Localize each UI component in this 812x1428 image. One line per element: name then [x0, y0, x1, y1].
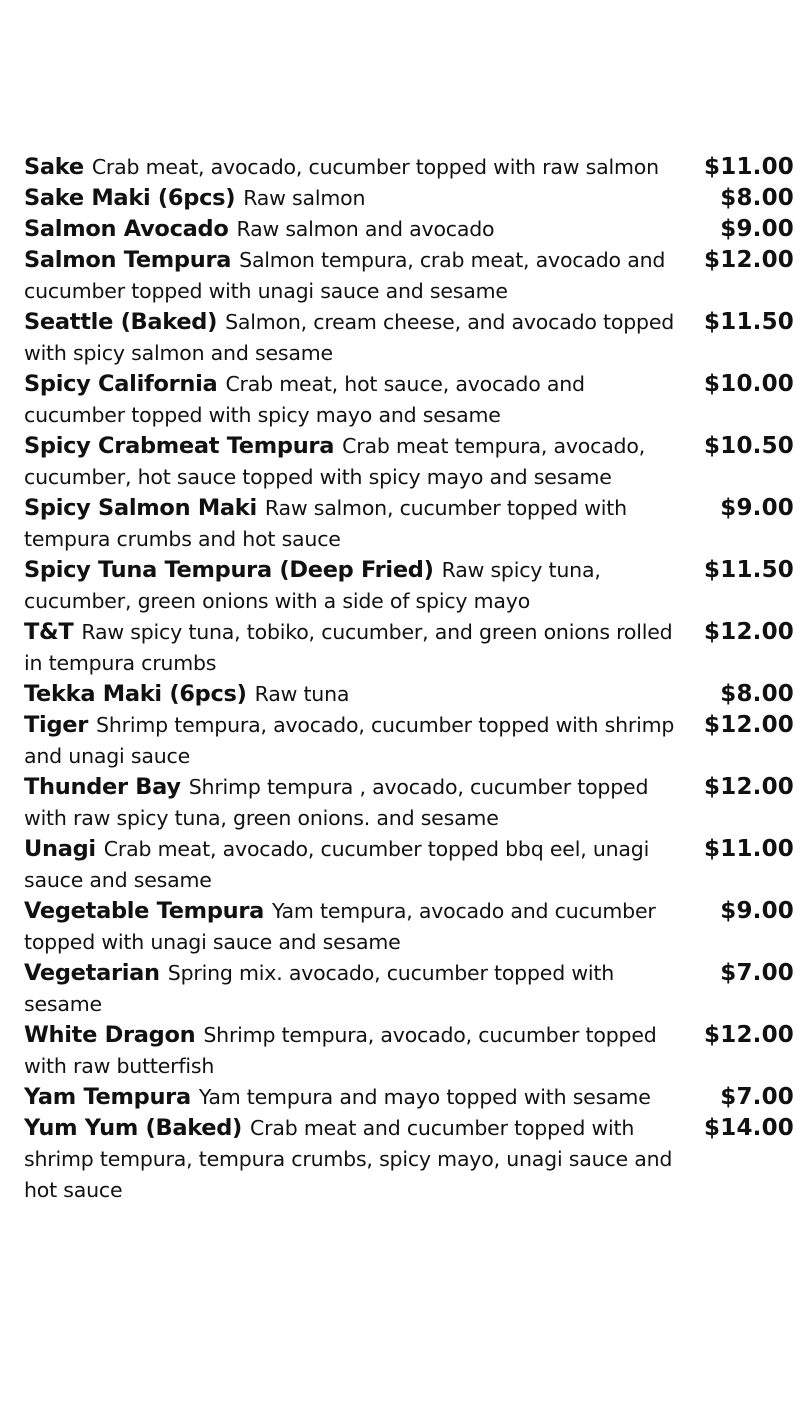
menu-item-text	[24, 896, 679, 958]
menu-item-name: Sake Maki (6pcs)	[24, 185, 236, 211]
menu-item-description: Raw salmon	[243, 186, 366, 210]
menu-item-name: Thunder Bay	[24, 774, 181, 800]
menu-item-description: Salmon tempura, crab meat, avocado and cucumber topped with unagi sauce and sesame	[24, 248, 666, 303]
menu-item	[24, 493, 794, 555]
menu-item-text	[24, 245, 679, 307]
menu-item-text	[24, 772, 679, 834]
menu-item-text	[24, 679, 679, 710]
menu-item-price: $7.00	[720, 960, 794, 986]
menu-item	[24, 710, 794, 772]
menu-item-name: Sake	[24, 154, 84, 180]
menu-item-name: Yum Yum (Baked)	[24, 1115, 243, 1141]
menu-item-description: Raw tuna	[254, 682, 350, 706]
menu-item-description: Raw spicy tuna, tobiko, cucumber, and green onions rolled in tempura crumbs	[24, 620, 673, 675]
menu-item-price: $12.00	[704, 619, 794, 645]
menu-item	[24, 369, 794, 431]
menu-item	[24, 555, 794, 617]
menu-item-text	[24, 617, 679, 679]
menu-item-text	[24, 183, 679, 214]
menu-item	[24, 896, 794, 958]
menu-item-name: White Dragon	[24, 1022, 196, 1048]
menu-item	[24, 772, 794, 834]
menu-item-text	[24, 834, 679, 896]
menu-item-price: $12.00	[704, 712, 794, 738]
menu-item-price: $9.00	[720, 898, 794, 924]
menu-item-name: Unagi	[24, 836, 96, 862]
menu-item-price: $12.00	[704, 1022, 794, 1048]
menu-item-description: Raw salmon and avocado	[236, 217, 495, 241]
menu-item-description: Salmon, cream cheese, and avocado topped with spicy salmon and sesame	[24, 310, 675, 365]
menu-item	[24, 152, 794, 183]
menu-item-text	[24, 1020, 679, 1082]
menu-item-price: $12.00	[704, 774, 794, 800]
menu-item-name: Seattle (Baked)	[24, 309, 218, 335]
menu-item-price: $11.50	[704, 557, 794, 583]
menu-item-description: Crab meat, avocado, cucumber topped with raw salmon	[91, 155, 659, 179]
menu-item-text	[24, 1113, 679, 1206]
menu-item	[24, 245, 794, 307]
menu-item-name: Spicy Crabmeat Tempura	[24, 433, 335, 459]
menu-item-price: $11.50	[704, 309, 794, 335]
menu-item-price: $8.00	[720, 185, 794, 211]
menu-item-text	[24, 710, 679, 772]
menu-item-description: Raw salmon, cucumber topped with tempura crumbs and hot sauce	[24, 496, 627, 551]
menu-item-name: Yam Tempura	[24, 1084, 191, 1110]
menu-item-text	[24, 493, 679, 555]
menu-item-price: $9.00	[720, 216, 794, 242]
menu-item	[24, 214, 794, 245]
menu-item-name: Vegetarian	[24, 960, 160, 986]
menu-item-price: $11.00	[704, 836, 794, 862]
menu-item-name: Spicy California	[24, 371, 218, 397]
menu-item-name: Tiger	[24, 712, 89, 738]
menu-item	[24, 1020, 794, 1082]
menu-item-text	[24, 307, 679, 369]
menu-item	[24, 1113, 794, 1206]
menu-item-description: Spring mix. avocado, cucumber topped with sesame	[24, 961, 615, 1016]
menu-item-text	[24, 152, 679, 183]
menu-item-price: $10.00	[704, 371, 794, 397]
menu-item-description: Yam tempura and mayo topped with sesame	[198, 1085, 651, 1109]
menu-item-text	[24, 431, 679, 493]
menu-item	[24, 958, 794, 1020]
menu-item-description: Crab meat and cucumber topped with shrimp tempura, tempura crumbs, spicy mayo, unagi sauce and hot sauce	[24, 1116, 673, 1202]
menu-item-description: Crab meat, hot sauce, avocado and cucumber topped with spicy mayo and sesame	[24, 372, 585, 427]
menu-item	[24, 431, 794, 493]
menu-item-description: Shrimp tempura , avocado, cucumber topped with raw spicy tuna, green onions. and sesame	[24, 775, 649, 830]
menu-item-name: Vegetable Tempura	[24, 898, 265, 924]
menu-item-price: $9.00	[720, 495, 794, 521]
menu-item-text	[24, 958, 679, 1020]
menu-item	[24, 183, 794, 214]
menu-item-description: Yam tempura, avocado and cucumber topped with unagi sauce and sesame	[24, 899, 656, 954]
menu-item-name: Tekka Maki (6pcs)	[24, 681, 247, 707]
menu-list	[24, 152, 794, 1206]
menu-item-name: Spicy Tuna Tempura (Deep Fried)	[24, 557, 434, 583]
menu-item-price: $12.00	[704, 247, 794, 273]
menu-item-text	[24, 369, 679, 431]
menu-item-price: $10.50	[704, 433, 794, 459]
menu-item-name: T&T	[24, 619, 74, 645]
menu-item	[24, 834, 794, 896]
menu-item	[24, 1082, 794, 1113]
menu-item-text	[24, 1082, 679, 1113]
menu-item-name: Salmon Avocado	[24, 216, 229, 242]
menu-item-price: $8.00	[720, 681, 794, 707]
menu-item-description: Shrimp tempura, avocado, cucumber topped with shrimp and unagi sauce	[24, 713, 675, 768]
menu-item-price: $7.00	[720, 1084, 794, 1110]
menu-item-description: Raw spicy tuna, cucumber, green onions with a side of spicy mayo	[24, 558, 601, 613]
menu-item-name: Spicy Salmon Maki	[24, 495, 257, 521]
menu-item	[24, 617, 794, 679]
menu-item-description: Shrimp tempura, avocado, cucumber topped with raw butterfish	[24, 1023, 657, 1078]
menu-item-price: $11.00	[704, 154, 794, 180]
menu-item-description: Crab meat, avocado, cucumber topped bbq eel, unagi sauce and sesame	[24, 837, 650, 892]
menu-item-text	[24, 214, 679, 245]
menu-item-name: Salmon Tempura	[24, 247, 232, 273]
menu-item-text	[24, 555, 679, 617]
menu-item-description: Crab meat tempura, avocado, cucumber, hot sauce topped with spicy mayo and sesame	[24, 434, 646, 489]
menu-item	[24, 307, 794, 369]
menu-item-price: $14.00	[704, 1115, 794, 1141]
menu-item	[24, 679, 794, 710]
